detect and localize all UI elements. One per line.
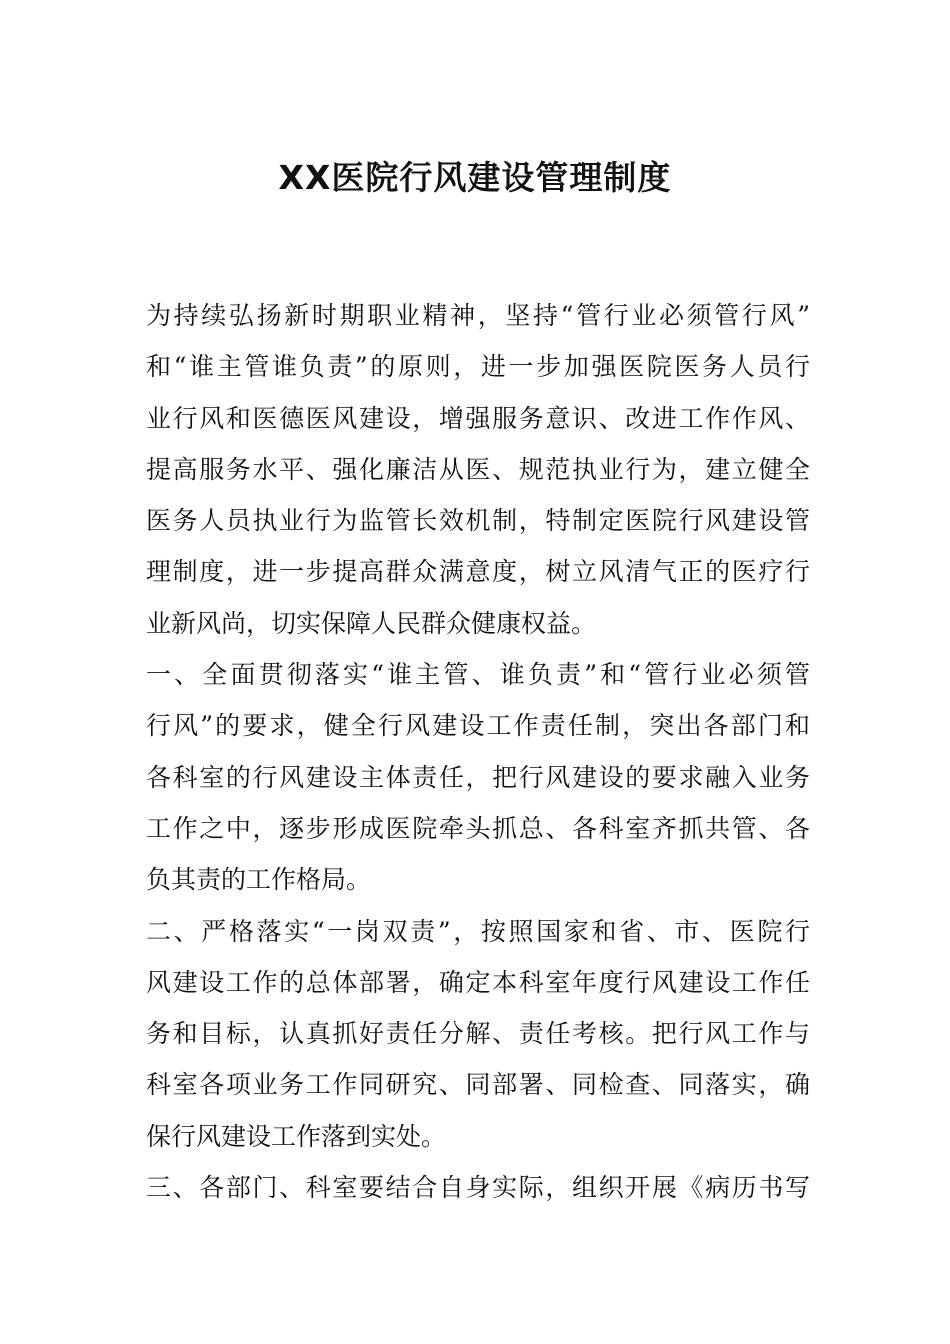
text-line: 各科室的行风建设主体责任，把行风建设的要求融入业务 xyxy=(146,762,810,792)
text-line: 为持续弘扬新时期职业精神，坚持“管行业必须管行风” xyxy=(146,301,810,330)
text-line: 二、严格落实“一岗双责”，按照国家和省、市、医院行 xyxy=(146,916,810,946)
text-line: 三、各部门、科室要结合自身实际，组织开展《病历书写 xyxy=(146,1173,810,1203)
text-line: 务和目标，认真抓好责任分解、责任考核。把行风工作与 xyxy=(146,1019,810,1049)
text-line: 负其责的工作格局。 xyxy=(146,865,372,895)
text-line: 风建设工作的总体部署，确定本科室年度行风建设工作任 xyxy=(146,967,810,997)
paragraph-intro xyxy=(146,290,810,649)
text-line: 一、全面贯彻落实“谁主管、谁负责”和“管行业必须管 xyxy=(146,660,810,690)
paragraph-section-2 xyxy=(146,906,810,1162)
document-title: XX医院行风建设管理制度 xyxy=(278,158,672,197)
text-line: 行风”的要求，健全行风建设工作责任制，突出各部门和 xyxy=(146,711,810,741)
text-line: 保行风建设工作落到实处。 xyxy=(146,1121,447,1151)
text-line: 科室各项业务工作同研究、同部署、同检查、同落实，确 xyxy=(146,1070,810,1100)
text-line: 和“谁主管谁负责”的原则，进一步加强医院医务人员行 xyxy=(146,352,810,382)
text-line: 业行风和医德医风建设，增强服务意识、改进工作作风、 xyxy=(146,403,810,433)
document-body xyxy=(146,290,810,1213)
paragraph-section-3 xyxy=(146,1162,810,1213)
text-line: 工作之中，逐步形成医院牵头抓总、各科室齐抓共管、各 xyxy=(146,813,810,843)
text-line: 医务人员执业行为监管长效机制，特制定医院行风建设管 xyxy=(146,506,810,536)
text-line: 业新风尚，切实保障人民群众健康权益。 xyxy=(146,608,597,638)
text-line: 提高服务水平、强化廉洁从医、规范执业行为，建立健全 xyxy=(146,454,810,484)
paragraph-section-1 xyxy=(146,649,810,905)
text-line: 理制度，进一步提高群众满意度，树立风清气正的医疗行 xyxy=(146,557,810,587)
